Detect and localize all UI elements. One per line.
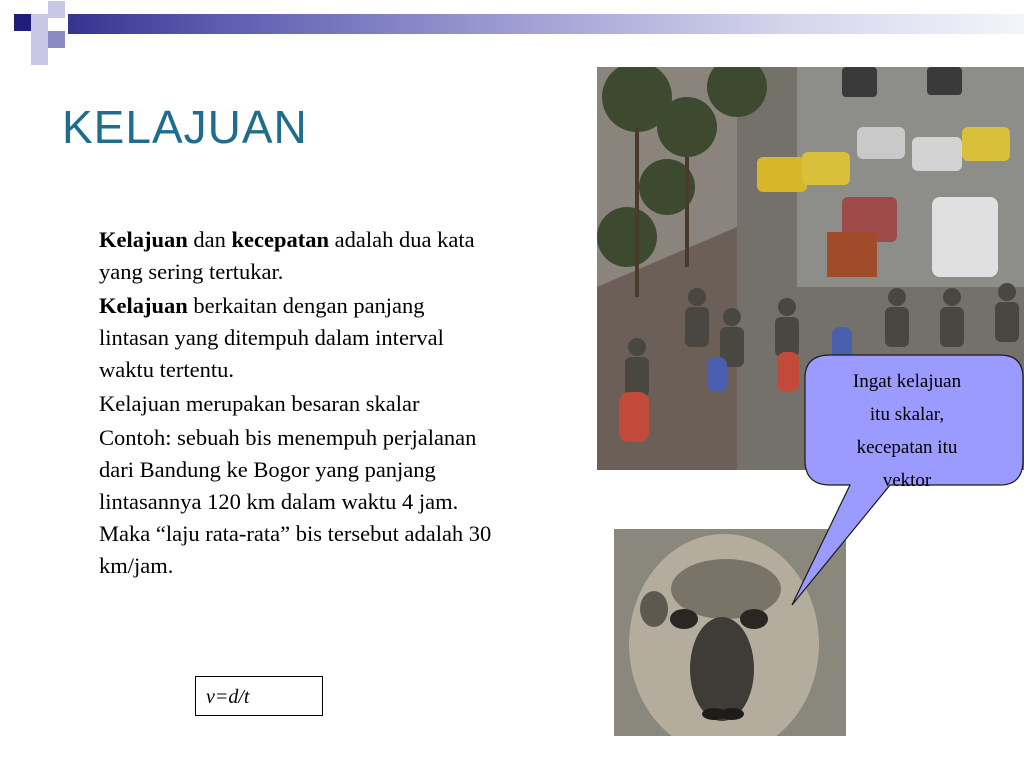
bold-term-kelajuan: Kelajuan	[99, 293, 188, 318]
callout-line-2: itu skalar,	[869, 404, 945, 425]
text-run: berkaitan dengan panjang lintasan yang ditempuh dalam interval waktu tertentu.	[99, 293, 444, 382]
header-band	[68, 14, 1024, 34]
bold-term-kelajuan: Kelajuan	[99, 227, 188, 252]
paragraph-definition-kelajuan	[99, 290, 499, 386]
paragraph-scalar: Kelajuan merupakan besaran skalar	[99, 391, 420, 416]
header-square	[31, 14, 48, 31]
text-run: adalah dua kata yang sering tertukar.	[99, 227, 475, 284]
paragraph-definition-confusion	[99, 224, 499, 288]
callout-line-1: Ingat kelajuan	[852, 371, 962, 392]
slide-body	[99, 224, 499, 584]
header-square	[31, 48, 48, 65]
header-square	[31, 31, 48, 48]
header-square	[48, 31, 65, 48]
callout-text	[812, 365, 1002, 497]
header-square	[48, 1, 65, 18]
callout-line-4: vektor	[882, 470, 932, 491]
bold-term-kecepatan: kecepatan	[231, 227, 330, 252]
slide-title: KELAJUAN	[62, 101, 308, 153]
callout-line-3: kecepatan itu	[856, 437, 958, 458]
text-run: dan	[187, 227, 232, 252]
formula-box: v=d/t	[195, 676, 323, 716]
paragraph-example: Contoh: sebuah bis menempuh perjalanan dari Bandung ke Bogor yang panjang lintasannya 120 km dalam waktu 4 jam. Maka “laju rata-rata” bis tersebut adalah 30 km/jam.	[99, 425, 492, 578]
header-square	[14, 14, 31, 31]
